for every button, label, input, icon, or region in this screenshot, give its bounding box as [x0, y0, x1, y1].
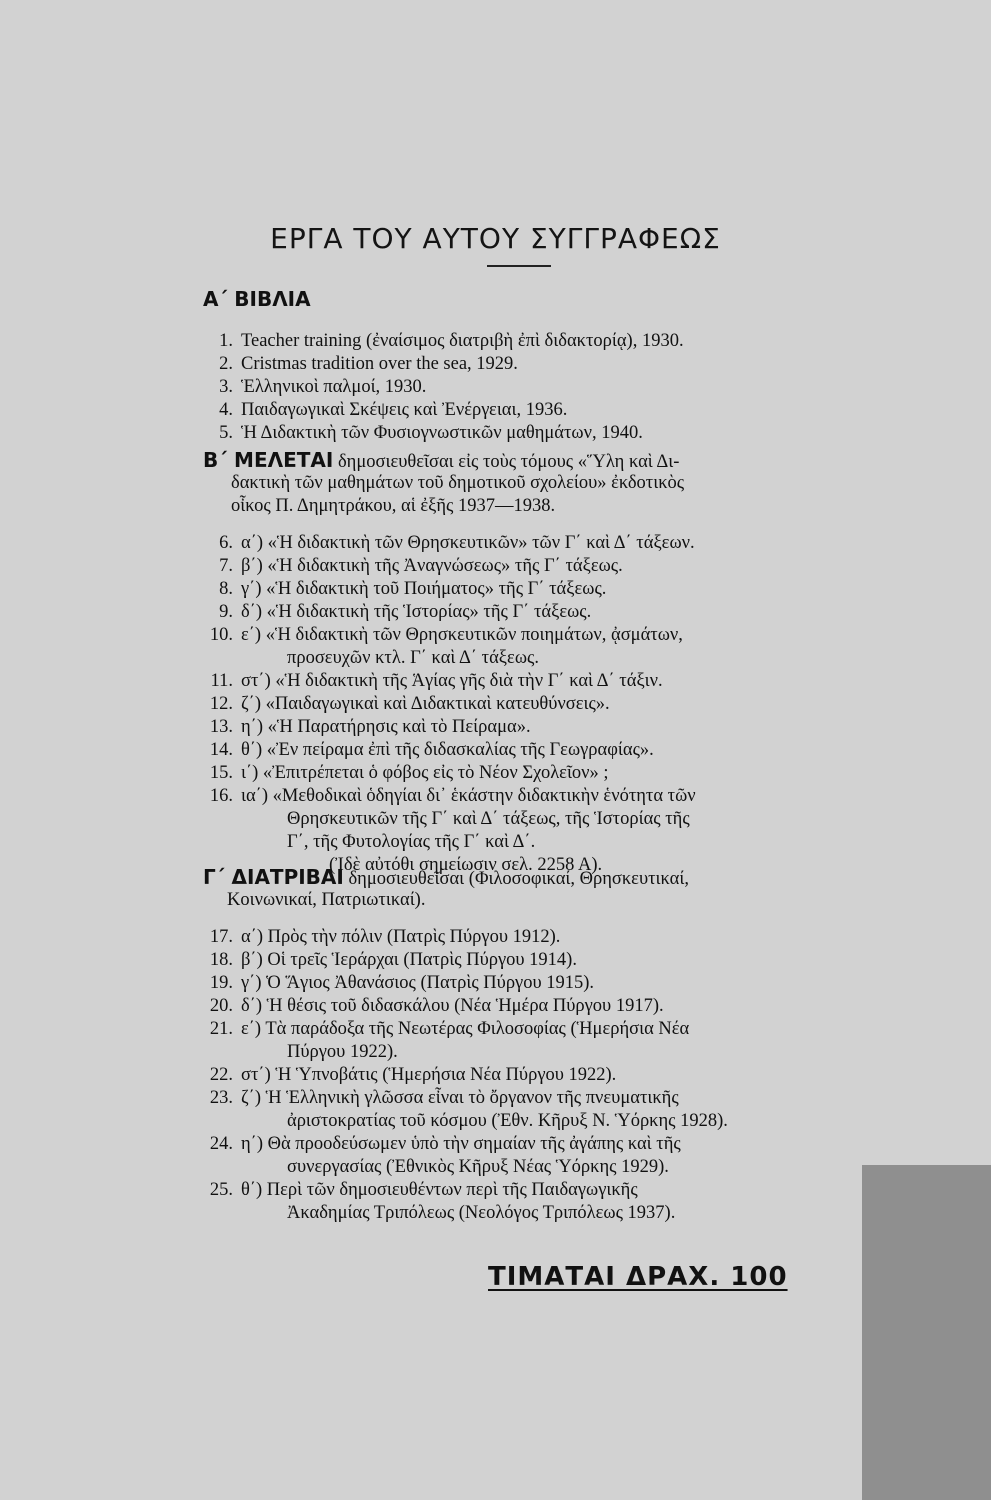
- scan-edge-shadow: [862, 1165, 991, 1500]
- section-treatises-heading: Γ΄ ΔΙΑΤΡΙΒΑΙ: [203, 865, 344, 889]
- price-label: ΤΙΜΑΤΑΙ ΔΡΑΧ. 100: [488, 1262, 788, 1292]
- section-studies-heading: Β΄ ΜΕΛΕΤΑΙ: [203, 448, 334, 472]
- section-books: [203, 288, 843, 311]
- title-divider: [487, 265, 551, 267]
- section-books-heading: Α΄ ΒΙΒΛΙΑ: [203, 287, 311, 311]
- section-studies-intro: Β΄ ΜΕΛΕΤΑΙ δημοσιευθεῖσαι εἰς τοὺς τόμους «Ὕλη καὶ Δι-: [203, 448, 680, 472]
- page-title: ΕΡΓΑ ΤΟΥ ΑΥΤΟΥ ΣΥΓΓΡΑΦΕΩΣ: [270, 222, 721, 255]
- section-treatises-intro: Γ΄ ΔΙΑΤΡΙΒΑΙ δημοσιευθεῖσαι (Φιλοσοφικαί, Θρησκευτικαί,: [203, 865, 689, 889]
